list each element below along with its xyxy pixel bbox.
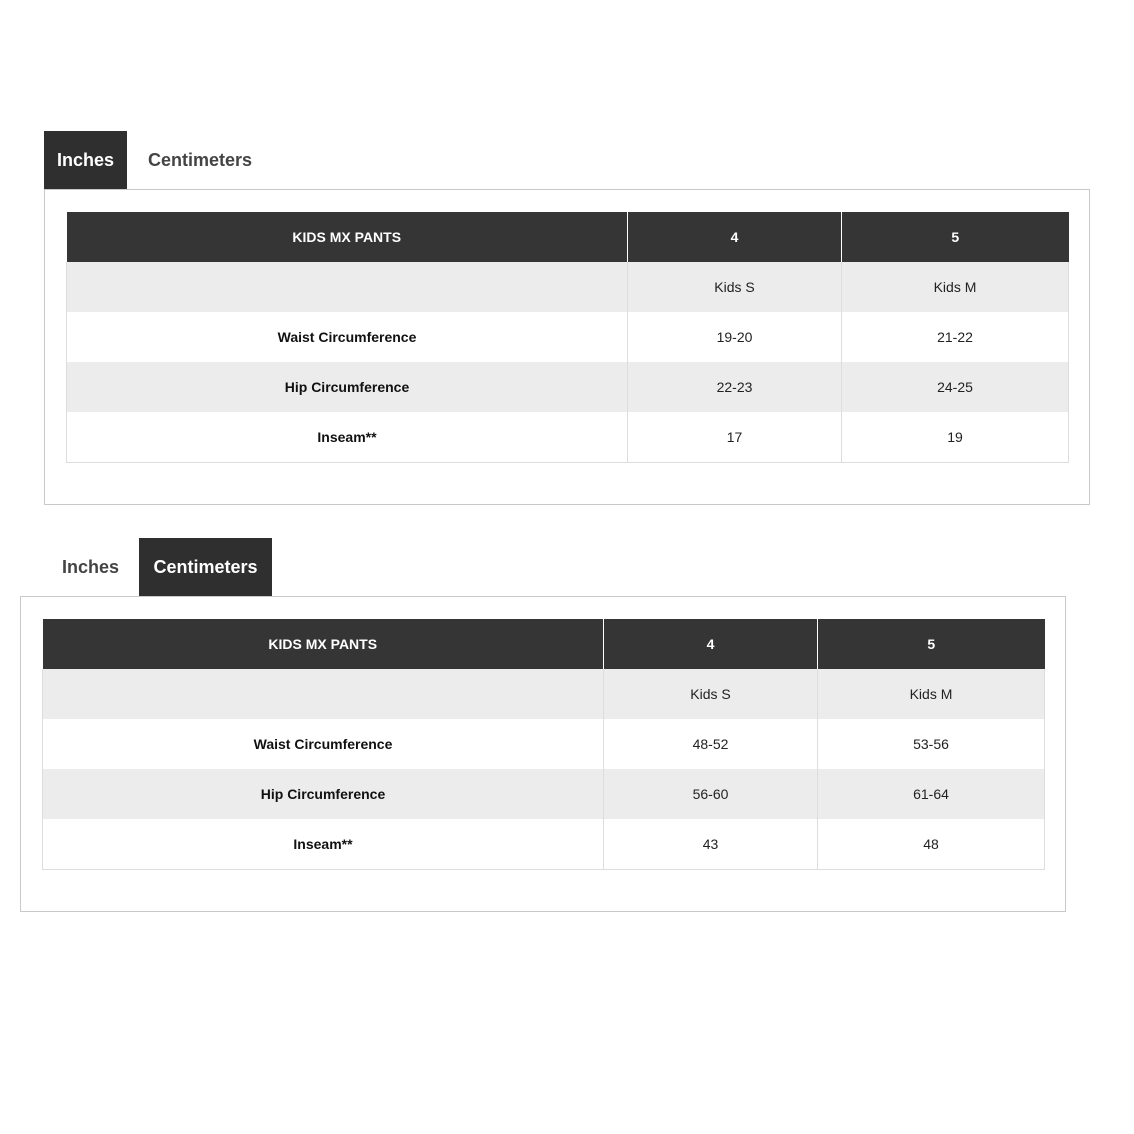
tab-inches[interactable]: Inches: [44, 131, 127, 189]
size-chart-centimeters: [48, 538, 1094, 912]
row-label: Hip Circumference: [67, 362, 628, 412]
table-row: [67, 312, 1069, 362]
row-label: Waist Circumference: [43, 719, 604, 769]
size-table: [66, 212, 1069, 463]
row-label: Inseam**: [67, 412, 628, 463]
table-row: [67, 362, 1069, 412]
subheader-size-5: Kids M: [818, 669, 1045, 719]
cell-value: 22-23: [628, 362, 842, 412]
cell-value: 43: [604, 819, 818, 870]
cell-value: 48: [818, 819, 1045, 870]
cell-value: 56-60: [604, 769, 818, 819]
table-row: [43, 719, 1045, 769]
cell-value: 53-56: [818, 719, 1045, 769]
table-subheader-row: [67, 262, 1069, 312]
size-table: [42, 619, 1045, 870]
size-chart-inches: [44, 131, 1090, 505]
cell-value: 19: [842, 412, 1069, 463]
header-product: KIDS MX PANTS: [67, 212, 628, 262]
table-row: [43, 769, 1045, 819]
unit-tabs: [44, 131, 1090, 189]
table-subheader-row: [43, 669, 1045, 719]
header-size-4: 4: [628, 212, 842, 262]
size-table-panel: [44, 189, 1090, 505]
header-size-5: 5: [842, 212, 1069, 262]
header-size-4: 4: [604, 619, 818, 669]
tab-centimeters[interactable]: Centimeters: [139, 538, 272, 596]
table-row: [67, 412, 1069, 463]
row-label: Inseam**: [43, 819, 604, 870]
table-row: [43, 819, 1045, 870]
tab-inches[interactable]: Inches: [61, 557, 120, 577]
cell-value: 17: [628, 412, 842, 463]
row-label: Hip Circumference: [43, 769, 604, 819]
table-header-row: [67, 212, 1069, 262]
cell-value: 61-64: [818, 769, 1045, 819]
tab-centimeters[interactable]: Centimeters: [147, 150, 253, 170]
size-table-panel: [20, 596, 1066, 912]
cell-value: 19-20: [628, 312, 842, 362]
table-header-row: [43, 619, 1045, 669]
cell-value: 48-52: [604, 719, 818, 769]
subheader-empty: [67, 262, 628, 312]
subheader-size-4: Kids S: [604, 669, 818, 719]
subheader-empty: [43, 669, 604, 719]
cell-value: 24-25: [842, 362, 1069, 412]
subheader-size-5: Kids M: [842, 262, 1069, 312]
cell-value: 21-22: [842, 312, 1069, 362]
unit-tabs: [48, 538, 1094, 596]
row-label: Waist Circumference: [67, 312, 628, 362]
header-size-5: 5: [818, 619, 1045, 669]
subheader-size-4: Kids S: [628, 262, 842, 312]
header-product: KIDS MX PANTS: [43, 619, 604, 669]
